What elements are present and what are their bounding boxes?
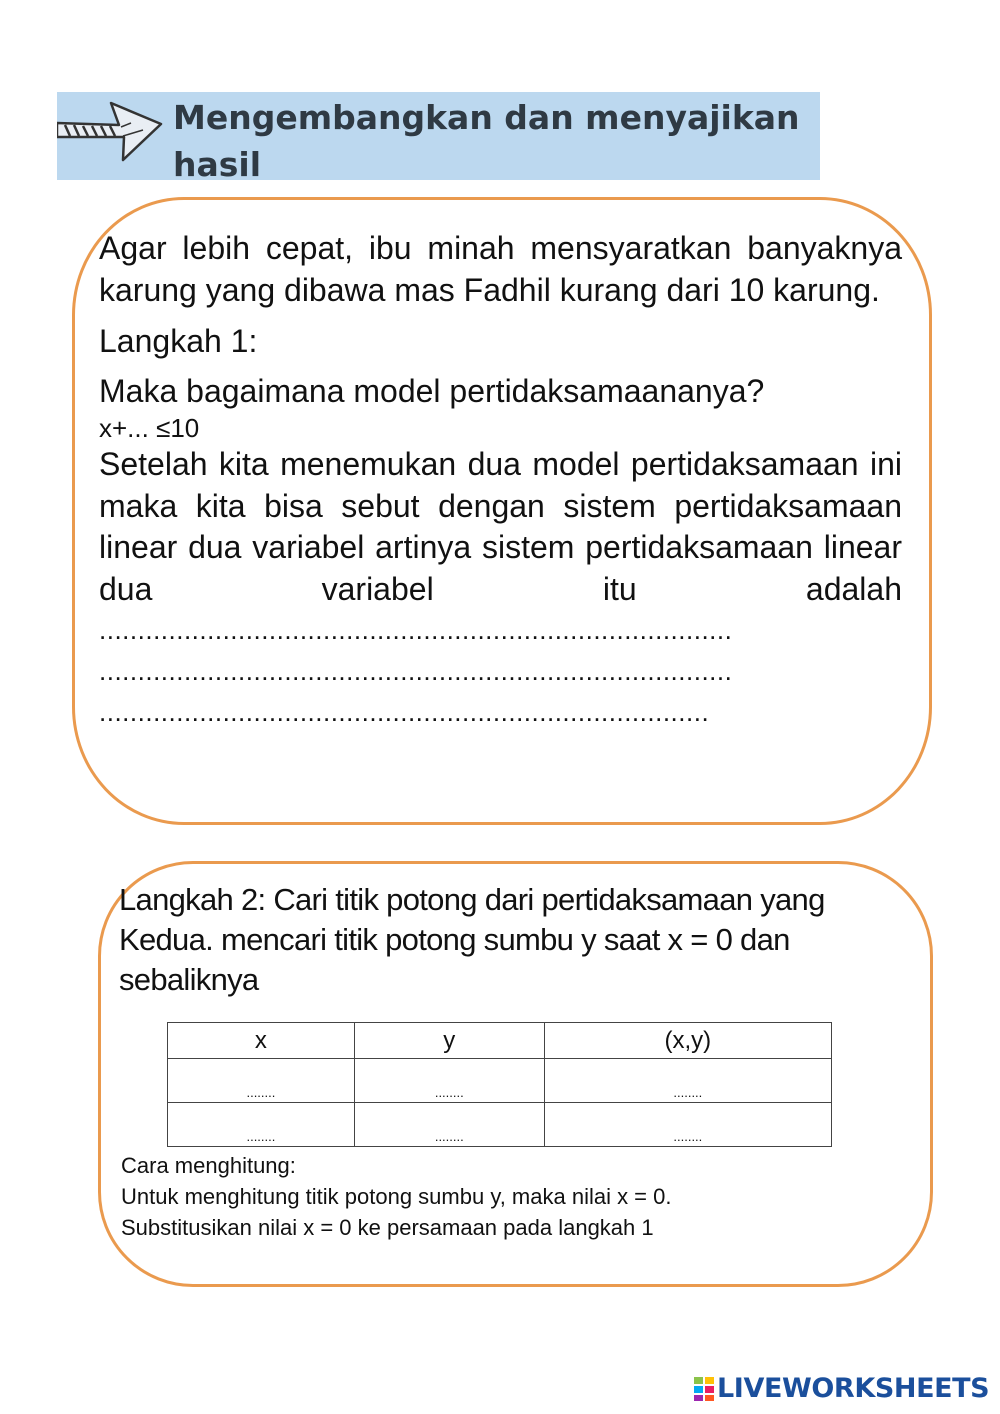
step2-instructions [119, 880, 919, 1000]
table-cell-blank[interactable]: ........ [354, 1059, 544, 1103]
calculation-instructions [121, 1150, 901, 1243]
table-row [168, 1059, 832, 1103]
answer-blank-line[interactable]: .................................................................................. [99, 656, 733, 686]
column-header-xy: (x,y) [544, 1023, 831, 1059]
worksheet-logo-icon [693, 1376, 715, 1402]
column-header-x: x [168, 1023, 355, 1059]
explanation-paragraph: Setelah kita menemukan dua model pertidaksamaan ini maka kita bisa sebut dengan sistem pertidaksamaan linear dua variabel artinya sistem pertidaksamaan linear dua variabel itu adalah [99, 446, 902, 607]
step1-question: Maka bagaimana model pertidaksamaananya? [99, 373, 765, 409]
section1-content [99, 228, 902, 733]
step2-line: sebaliknya [119, 962, 259, 997]
table-row [168, 1103, 832, 1147]
answer-blank-line[interactable]: .................................................................................. [99, 615, 733, 645]
step2-line: Langkah 2: Cari titik potong dari pertidaksamaan yang [119, 882, 825, 917]
table-cell-blank[interactable]: ........ [168, 1103, 355, 1147]
table-cell-blank[interactable]: ........ [544, 1059, 831, 1103]
intercept-table [167, 1022, 832, 1147]
page-title [173, 94, 820, 180]
instruction-line: Cara menghitung: [121, 1153, 296, 1178]
arrow-icon [57, 94, 169, 164]
column-header-y: y [354, 1023, 544, 1059]
answer-blank-line[interactable]: ............................................................................... [99, 697, 710, 727]
table-cell-blank[interactable]: ........ [544, 1103, 831, 1147]
instruction-line: Substitusikan nilai x = 0 ke persamaan pada langkah 1 [121, 1215, 654, 1240]
step2-line: Kedua. mencari titik potong sumbu y saat x = 0 dan [119, 922, 790, 957]
header-band [57, 92, 820, 180]
table-header-row [168, 1023, 832, 1059]
title-line-1: Mengembangkan dan menyajikan [173, 98, 800, 137]
step1-label: Langkah 1: [99, 323, 258, 359]
table-cell-blank[interactable]: ........ [354, 1103, 544, 1147]
title-line-2: hasil [173, 145, 262, 180]
inequality-formula[interactable]: x+... ≤10 [99, 413, 200, 443]
logo-text: LIVEWORKSHEETS [717, 1373, 990, 1404]
problem-paragraph: Agar lebih cepat, ibu minah mensyaratkan banyaknya karung yang dibawa mas Fadhil kurang dari 10 karung. [99, 230, 902, 308]
table-cell-blank[interactable]: ........ [168, 1059, 355, 1103]
instruction-line: Untuk menghitung titik potong sumbu y, maka nilai x = 0. [121, 1184, 672, 1209]
liveworksheets-logo [693, 1372, 989, 1406]
